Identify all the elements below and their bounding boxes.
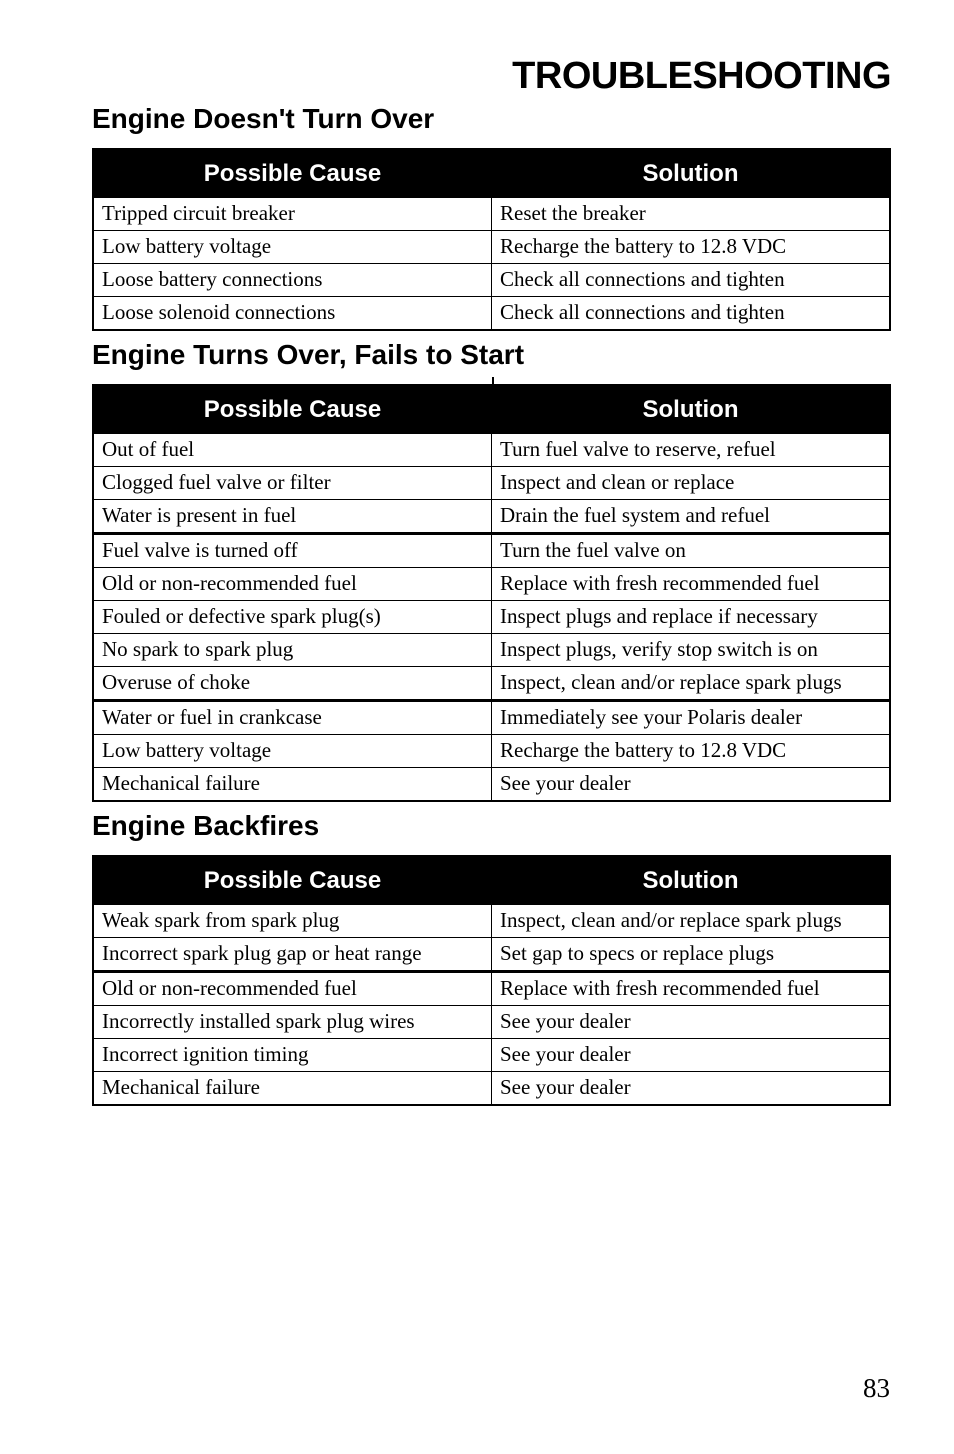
table-row (93, 264, 890, 297)
cause-cell: Mechanical failure (93, 768, 492, 802)
cause-cell: Loose solenoid connections (93, 297, 492, 331)
table-row (93, 905, 890, 938)
solution-cell: Recharge the battery to 12.8 VDC (492, 231, 891, 264)
solution-cell: Turn the fuel valve on (492, 534, 891, 568)
solution-cell: Check all connections and tighten (492, 264, 891, 297)
table-row (93, 972, 890, 1006)
table-row (93, 1006, 890, 1039)
troubleshooting-table (92, 855, 891, 1106)
page-content (92, 0, 891, 1106)
section-heading-engine-backfires: Engine Backfires (92, 810, 320, 841)
cause-cell: Clogged fuel valve or filter (93, 467, 492, 500)
solution-cell: Inspect, clean and/or replace spark plugs (492, 667, 891, 701)
solution-cell: Replace with fresh recommended fuel (492, 568, 891, 601)
table-row (93, 231, 890, 264)
solution-cell: Turn fuel valve to reserve, refuel (492, 434, 891, 467)
table-row (93, 568, 890, 601)
table-row (93, 701, 890, 735)
troubleshooting-table (92, 384, 891, 802)
solution-cell: Check all connections and tighten (492, 297, 891, 331)
page-title: TROUBLESHOOTING (512, 55, 891, 97)
cause-cell: Water or fuel in crankcase (93, 701, 492, 735)
solution-cell: Reset the breaker (492, 198, 891, 231)
cause-cell: Low battery voltage (93, 231, 492, 264)
cause-cell: Fouled or defective spark plug(s) (93, 601, 492, 634)
solution-cell: See your dealer (492, 1039, 891, 1072)
table-row (93, 938, 890, 972)
cause-cell: Mechanical failure (93, 1072, 492, 1106)
section-heading-engine-doesnt-turn-over: Engine Doesn't Turn Over (92, 103, 435, 134)
table-row (93, 1039, 890, 1072)
table-row (93, 768, 890, 802)
solution-cell: Inspect, clean and/or replace spark plugs (492, 905, 891, 938)
solution-cell: Immediately see your Polaris dealer (492, 701, 891, 735)
solution-cell: Replace with fresh recommended fuel (492, 972, 891, 1006)
column-header-solution: Solution (492, 856, 891, 905)
table-row (93, 297, 890, 331)
cause-cell: Incorrect spark plug gap or heat range (93, 938, 492, 972)
solution-cell: Inspect plugs and replace if necessary (492, 601, 891, 634)
table-row (93, 1072, 890, 1106)
cause-cell: Incorrect ignition timing (93, 1039, 492, 1072)
cause-cell: Old or non-recommended fuel (93, 568, 492, 601)
column-header-solution: Solution (492, 385, 891, 434)
solution-cell: Inspect plugs, verify stop switch is on (492, 634, 891, 667)
cause-cell: No spark to spark plug (93, 634, 492, 667)
table-row (93, 434, 890, 467)
solution-cell: Set gap to specs or replace plugs (492, 938, 891, 972)
cause-cell: Old or non-recommended fuel (93, 972, 492, 1006)
cause-cell: Low battery voltage (93, 735, 492, 768)
table-row (93, 534, 890, 568)
solution-cell: See your dealer (492, 768, 891, 802)
column-header-possible-cause: Possible Cause (93, 856, 492, 905)
troubleshooting-table-wrap (92, 384, 891, 802)
solution-cell: Drain the fuel system and refuel (492, 500, 891, 534)
table-row (93, 467, 890, 500)
table-row (93, 667, 890, 701)
cause-cell: Incorrectly installed spark plug wires (93, 1006, 492, 1039)
table-header-row (93, 149, 890, 198)
troubleshooting-table-wrap (92, 148, 891, 331)
cause-cell: Weak spark from spark plug (93, 905, 492, 938)
column-header-possible-cause: Possible Cause (93, 149, 492, 198)
table-row (93, 735, 890, 768)
solution-cell: Inspect and clean or replace (492, 467, 891, 500)
cause-cell: Water is present in fuel (93, 500, 492, 534)
cause-cell: Loose battery connections (93, 264, 492, 297)
cause-cell: Fuel valve is turned off (93, 534, 492, 568)
solution-cell: Recharge the battery to 12.8 VDC (492, 735, 891, 768)
cause-cell: Tripped circuit breaker (93, 198, 492, 231)
cause-cell: Out of fuel (93, 434, 492, 467)
section-heading-engine-turns-over-fails-to-start: Engine Turns Over, Fails to Start (92, 339, 525, 370)
table-row (93, 198, 890, 231)
solution-cell: See your dealer (492, 1072, 891, 1106)
column-header-possible-cause: Possible Cause (93, 385, 492, 434)
table-row (93, 500, 890, 534)
table-row (93, 634, 890, 667)
troubleshooting-table (92, 148, 891, 331)
solution-cell: See your dealer (492, 1006, 891, 1039)
table-row (93, 601, 890, 634)
table-header-row (93, 856, 890, 905)
table-header-row (93, 385, 890, 434)
cause-cell: Overuse of choke (93, 667, 492, 701)
page-number: 83 (863, 1373, 890, 1403)
troubleshooting-table-wrap (92, 855, 891, 1106)
column-header-solution: Solution (492, 149, 891, 198)
